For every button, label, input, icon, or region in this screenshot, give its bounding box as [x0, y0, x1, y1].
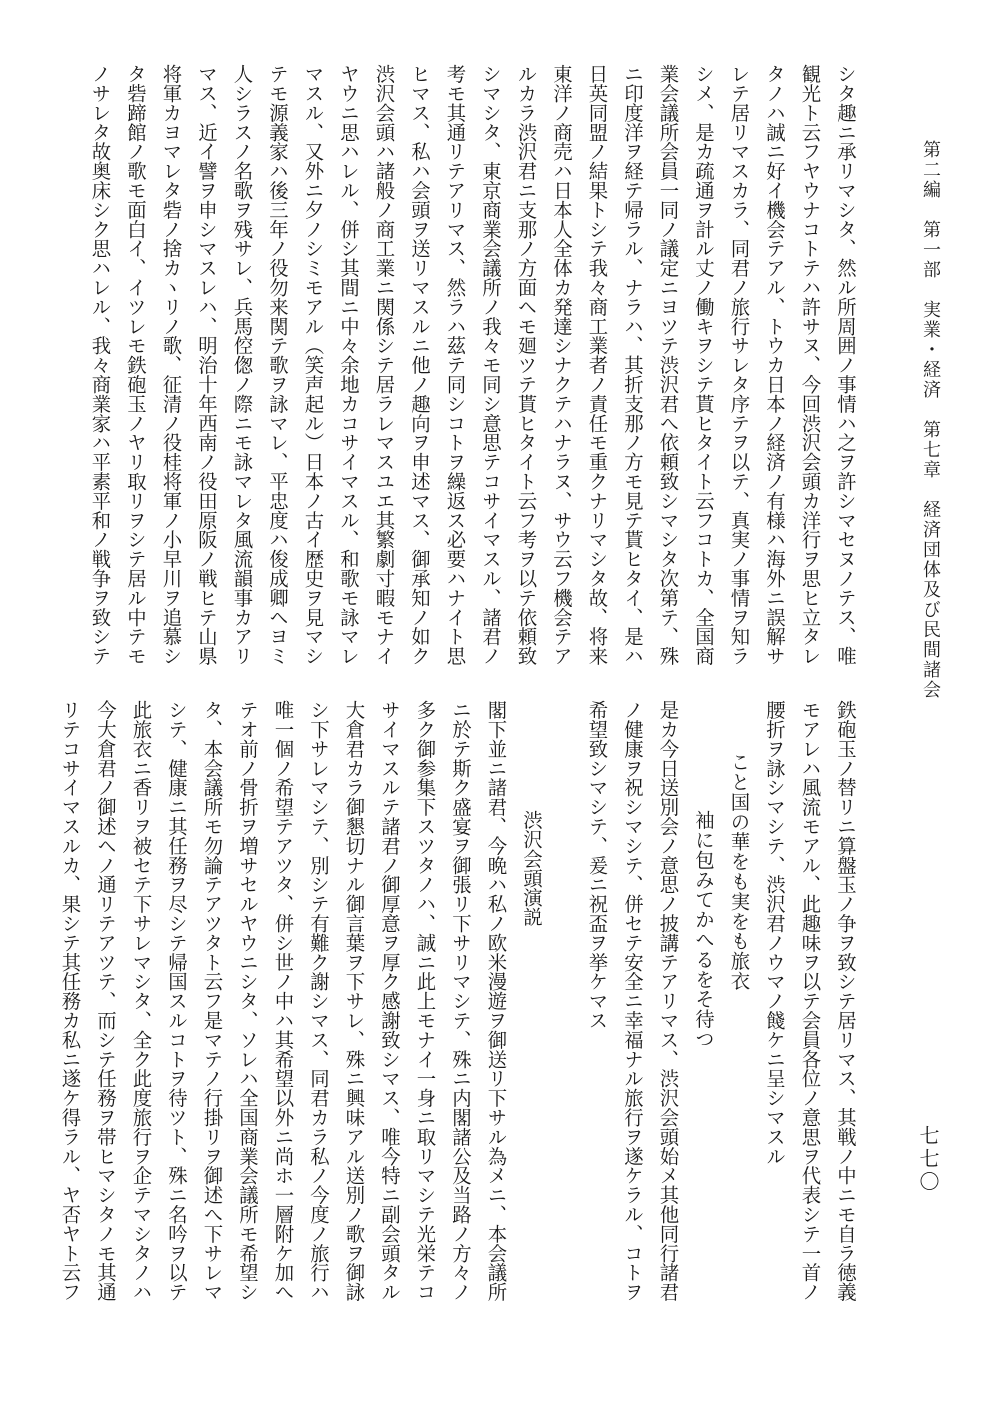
text-line: 腰折ヲ詠シマシテ、渋沢君ノウマノ餞ケニ呈シマスル	[763, 700, 786, 1166]
blank-line	[549, 700, 579, 1360]
text-line: 考モ其通リテアリマス、然ラハ茲テ同シコトヲ繰返ス必要ハナイト思	[443, 64, 467, 666]
text-line: 渋沢会頭ハ諸般ノ商工業ニ関係シテ居ラレマスユエ其繁劇寸暇モナイ	[372, 64, 396, 666]
text-line: レテ居リマスカラ、同君ノ旅行サレタ序テヲ以テ、真実ノ事情ヲ知ラ	[727, 64, 751, 666]
text-line: 東洋ノ商売ハ日本人全体カ発達シナクテハナラヌ、サウ云フ機会テア	[550, 64, 573, 666]
text-line: テオ前ノ骨折ヲ増サセルヤウニシタ、ソレハ全国商業会議所モ希望シ	[236, 700, 259, 1302]
lower-text-block	[58, 700, 863, 1360]
text-line: 此旅衣ニ香リヲ被セテ下サレマシタ、全ク此度旅行ヲ企テマシタノハ	[129, 700, 153, 1302]
text-line: シタ趣ニ承リマシタ、然ル所周囲ノ事情ハ之ヲ許シマセヌノテス、唯	[834, 64, 857, 666]
text-line: ヒマス、私ハ会頭ヲ送リマスルニ他ノ趣向ヲ申述マス、御承知ノ如ク	[408, 64, 431, 666]
text-line: 人シラスノ名歌ヲ残サレ、兵馬倥偬ノ際ニモ詠マレタ風流韻事カアリ	[230, 64, 254, 666]
text-line: ノサレタ故奥床シク思ハレル、我々商業家ハ平素平和ノ戦争ヲ致シテ	[88, 64, 112, 666]
text-line: 閣下並ニ諸君、今晩ハ私ノ欧米漫遊ヲ御送リ下サル為メニ、本会議所	[484, 700, 508, 1302]
text-line: ノ健康ヲ祝シマシテ、併セテ安全ニ幸福ナル旅行ヲ遂ケラル、コトヲ	[621, 700, 644, 1302]
text-line: シマシタ、東京商業会議所ノ我々モ同シ意思テコサイマスル、諸君ノ	[479, 64, 502, 666]
text-line: タ砦蹄館ノ歌モ面白イ、イツレモ鉄砲玉ノヤリ取リヲシテ居ル中テモ	[124, 64, 147, 666]
text-line: 大倉君カラ御懇切ナル御言葉ヲ下サレ、殊ニ興味アル送別ノ歌ヲ御詠	[342, 700, 366, 1302]
text-line: リテコサイマスルカ、果シテ其任務カ私ニ遂ケ得ラル、ヤ否ヤト云フ	[58, 700, 82, 1302]
text-line: シテ、健康ニ其任務ヲ尽シテ帰国スルコトヲ待ツト、殊ニ名吟ヲ以テ	[165, 700, 188, 1302]
text-line: タ、本会議所モ勿論テアツタト云フ是マテノ行掛リヲ御述へ下サレマ	[200, 700, 224, 1302]
text-line: モアレハ風流モアル、此趣味ヲ以テ会員各位ノ意思ヲ代表シテ一首ノ	[798, 700, 822, 1302]
text-line: 唯一個ノ希望テアツタ、併シ世ノ中ハ其希望以外ニ尚ホ一層附ケ加へ	[271, 700, 295, 1302]
text-line: ヤウニ思ハレル、併シ其間ニ中々余地カコサイマスル、和歌モ詠マレ	[337, 64, 360, 666]
text-line: タノハ誠ニ好イ機会テアル、トウカ日本ノ経済ノ有様ハ海外ニ誤解サ	[763, 64, 786, 666]
text-line: ニ於テ斯ク盛宴ヲ御張リ下サリマシテ、殊ニ内閣諸公及当路ノ方々ノ	[449, 700, 472, 1302]
poem-line-1: こと国の華をも実をも旅衣	[727, 752, 751, 991]
poem-line-2: 袖に包みてかへるをそ待つ	[692, 810, 715, 1049]
text-line: シメ、是カ疏通ヲ計ル丈ノ働キヲシテ貰ヒタイト云フコトカ、全国商	[692, 64, 715, 666]
text-line: 是カ今日送別会ノ意思ノ披講テアリマス、渋沢会頭始メ其他同行諸君	[656, 700, 680, 1302]
page-number: 七七〇	[916, 1125, 940, 1194]
text-line: 希望致シマシテ、爰ニ祝盃ヲ挙ケマス	[585, 700, 609, 1030]
speech-title: 渋沢会頭演説	[520, 810, 543, 927]
running-head: 第二編 第一部 実業・経済 第七章 経済団体及び民間諸会	[920, 140, 941, 700]
text-line: 今大倉君ノ御述ヘノ通リテアツテ、而シテ任務ヲ帯ヒマシタノモ其通	[94, 700, 117, 1302]
text-line: シ下サレマシテ、別シテ有難ク謝シマス、同君カラ私ノ今度ノ旅行ハ	[307, 700, 330, 1302]
text-line: マスル、又外ニ夕ノシミモアル（笑声起ル）日本ノ古イ歴史ヲ見マシ	[301, 64, 325, 666]
text-line: テモ源義家ハ後三年ノ役勿来関テ歌ヲ詠マレ、平忠度ハ俊成卿ヘヨミ	[266, 64, 289, 666]
text-line: ニ印度洋ヲ経テ帰ラル、ナラハ、其折支那ノ方モ見テ貰ヒタイ、是ハ	[621, 64, 644, 666]
text-line: ルカラ渋沢君ニ支那ノ方面ヘモ廻ツテ貰ヒタイト云フ考ヲ以テ依頼致	[514, 64, 538, 666]
text-line: マス、近イ譬ヲ申シマスレハ、明治十年西南ノ役田原阪ノ戦ヒテ山県	[195, 64, 218, 666]
text-line: サイマスルテ諸君ノ御厚意ヲ厚ク感謝致シマス、唯今特ニ副会頭タル	[378, 700, 401, 1302]
text-line: 日英同盟ノ結果トシテ我々商工業者ノ責任モ重クナリマシタ故、将来	[585, 64, 609, 666]
text-line: 多ク御参集下スツタノハ、誠ニ此上モナイ一身ニ取リマシテ光栄テコ	[413, 700, 437, 1302]
text-line: 将軍カヨマレタ砦ノ捨カヽリノ歌、征清ノ役桂将軍ノ小早川ヲ追慕シ	[159, 64, 183, 666]
upper-text-block	[73, 64, 863, 674]
text-line: 鉄砲玉ノ替リニ算盤玉ノ争ヲ致シテ居リマス、其戦ノ中ニモ自ラ徳義	[834, 700, 857, 1302]
text-line: 観光ト云フヤウナコトテハ許サヌ、今回渋沢会頭カ洋行ヲ思ヒ立タレ	[798, 64, 822, 666]
text-line: 業会議所会員一同ノ議定ニヨツテ渋沢君へ依頼致シマシタ次第テ、殊	[656, 64, 680, 666]
